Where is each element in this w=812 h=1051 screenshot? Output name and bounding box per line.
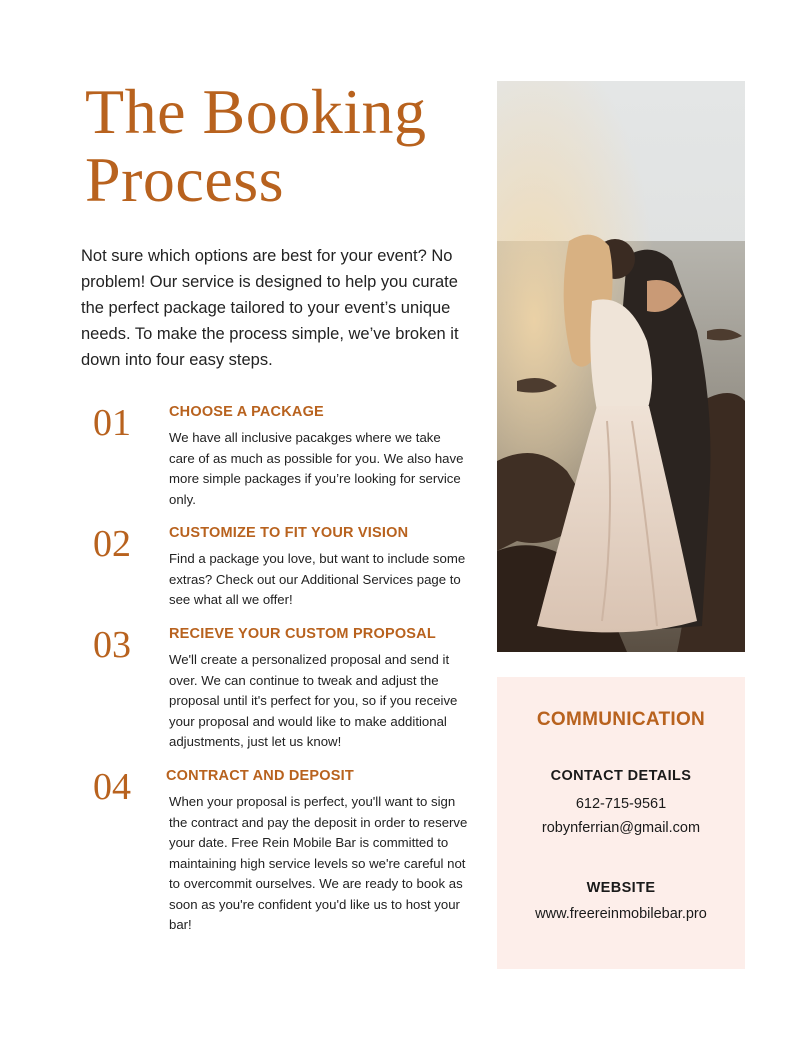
step-description: Find a package you love, but want to include some extras? Check out our Additional Services page to see what all we offer! <box>169 551 466 607</box>
email-address: robynferrian@gmail.com <box>541 820 701 836</box>
step-title: RECIEVE YOUR CUSTOM PROPOSAL <box>169 626 436 642</box>
website-link[interactable]: www.freereinmobilebar.pro <box>535 906 707 922</box>
step-description: When your proposal is perfect, you'll want to sign the contract and pay the deposit in order to reserve your date. Free Rein Mobile Bar is committed to maintaining high service levels so we're careful not to overcommit ourselves. We are ready to book as soon as you're confident you'd like us to host your bar! <box>169 794 468 932</box>
step-title: CUSTOMIZE TO FIT YOUR VISION <box>169 525 409 541</box>
step-title: CONTRACT AND DEPOSIT <box>166 768 354 784</box>
intro-paragraph: Not sure which options are best for your event? No problem! Our service is designed to help you curate the perfect package tailored to your event’s unique needs. To make the process simple, we’ve broken it down into four easy steps. <box>81 247 459 369</box>
step-number: 04 <box>93 766 131 808</box>
couple-photo-illustration <box>497 81 745 652</box>
communication-heading: COMMUNICATION <box>536 709 706 730</box>
couple-photo <box>497 81 745 652</box>
step-number: 03 <box>93 624 131 666</box>
step-description: We have all inclusive pacakges where we take care of as much as possible for you. We also have more simple packages if you’re looking for service only. <box>169 430 464 507</box>
page-title <box>85 78 485 214</box>
contact-details-label: CONTACT DETAILS <box>550 768 692 784</box>
website-label: WEBSITE <box>586 880 656 896</box>
page-title-line-2: Process <box>85 144 285 215</box>
step-number: 01 <box>93 402 131 444</box>
communication-card <box>497 677 745 969</box>
step-description: We'll create a personalized proposal and send it over. We can continue to tweak and adjust the proposal until it's perfect for you, so if you receive your proposal and would like to make additional adjustments, just let us know! <box>169 652 458 749</box>
phone-number: 612-715-9561 <box>575 796 667 812</box>
step-number: 02 <box>93 523 131 565</box>
step-title: CHOOSE A PACKAGE <box>169 404 324 420</box>
page-title-line-1: The Booking <box>85 76 427 147</box>
